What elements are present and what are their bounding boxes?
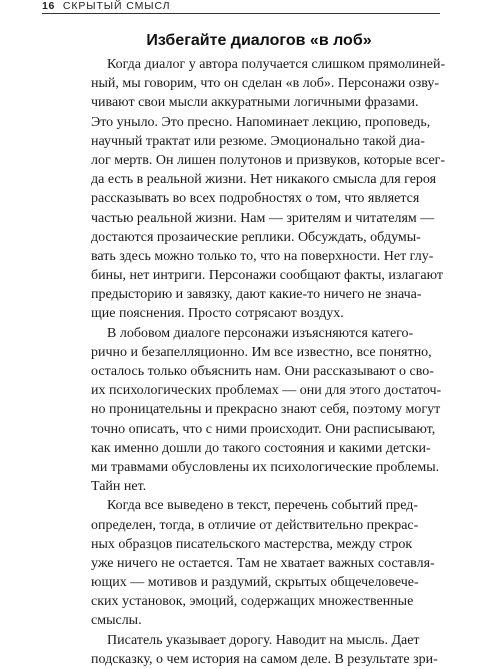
text-line: Когда диалог у автора получается слишком прямолиней- — [107, 57, 446, 72]
text-line: уже ничего не остается. Там не хватает важных составля- — [91, 555, 435, 571]
text-line: ный, мы говорим, что он сделан «в лоб». Персонажи озву- — [91, 76, 440, 92]
text-line: ющих — мотивов и раздумий, скрытых общечеловече- — [91, 575, 419, 591]
text-line: да есть в реальной жизни. Нет никакого смысла для героя — [91, 172, 437, 188]
text-line: ных образцов писательского мастерства, между строк — [91, 536, 413, 552]
text-line: предысторию и завязку, дают какие-то ничего не знача- — [91, 287, 422, 303]
header-rule — [42, 13, 440, 14]
text-line: ских установок, эмоций, содержащих множественные — [91, 594, 414, 610]
text-line: щие пояснения. Просто сотрясают воздух. — [91, 306, 344, 322]
text-line: В лобовом диалоге персонажи изъясняются катего- — [107, 325, 414, 341]
text-line: чивают свои мысли аккуратными логичными фразами. — [91, 95, 419, 111]
running-head — [42, 0, 170, 12]
text-line: определен, тогда, в отличие от действительно прекрас- — [91, 517, 419, 533]
text-line: ми травмами обусловлены их психологические проблемы. — [91, 459, 440, 475]
text-line: частью реальной жизни. Нам — зрителям и читателям — — [91, 210, 435, 226]
text-line: научный трактат или резюме. Эмоционально такой диа- — [91, 133, 425, 149]
text-line: бины, нет интриги. Персонажи сообщают факты, излагают — [91, 268, 443, 284]
text-line: Тайн нет. — [91, 479, 147, 495]
text-line: но проницательны и прекрасно знают себя, поэтому могут — [91, 402, 441, 418]
text-line: достаются прозаические реплики. Обсуждать, обдумы- — [91, 229, 421, 245]
text-line: как именно дошли до такого состояния и какими детски- — [91, 440, 431, 456]
section-heading: Избегайте диалогов «в лоб» — [146, 32, 372, 49]
text-line: точно описать, что с ними происходит. Они расписывают, — [91, 421, 436, 437]
page-number: 16 — [42, 0, 55, 12]
text-line: смыслы. — [91, 613, 142, 629]
text-line: лог мертв. Он лишен полутонов и призвуков, которые всег- — [91, 152, 446, 168]
text-line: их психологических проблемах — они для этого достаточ- — [91, 383, 442, 399]
text-line: подсказку, о чем история на самом деле. В результате зри- — [91, 651, 438, 667]
text-line: Писатель указывает дорогу. Наводит на мысль. Дает — [107, 632, 420, 648]
text-line: осталось только объяснить нам. Они рассказывают о сво- — [91, 364, 434, 379]
text-line: Это уныло. Это пресно. Напоминает лекцию, проповедь, — [91, 114, 431, 130]
text-line: вать здесь можно только то, что на поверхности. Нет глу- — [91, 248, 434, 264]
text-line: Когда все выведено в текст, перечень событий пред- — [107, 498, 419, 514]
body-text — [91, 55, 446, 669]
text-line: рассказывать во всех подробностях о том, что является — [91, 191, 420, 207]
text-line: рично и безапелляционно. Им все известно, все понятно, — [91, 344, 432, 360]
running-head-title: СКРЫТЫЙ СМЫСЛ — [62, 0, 171, 12]
